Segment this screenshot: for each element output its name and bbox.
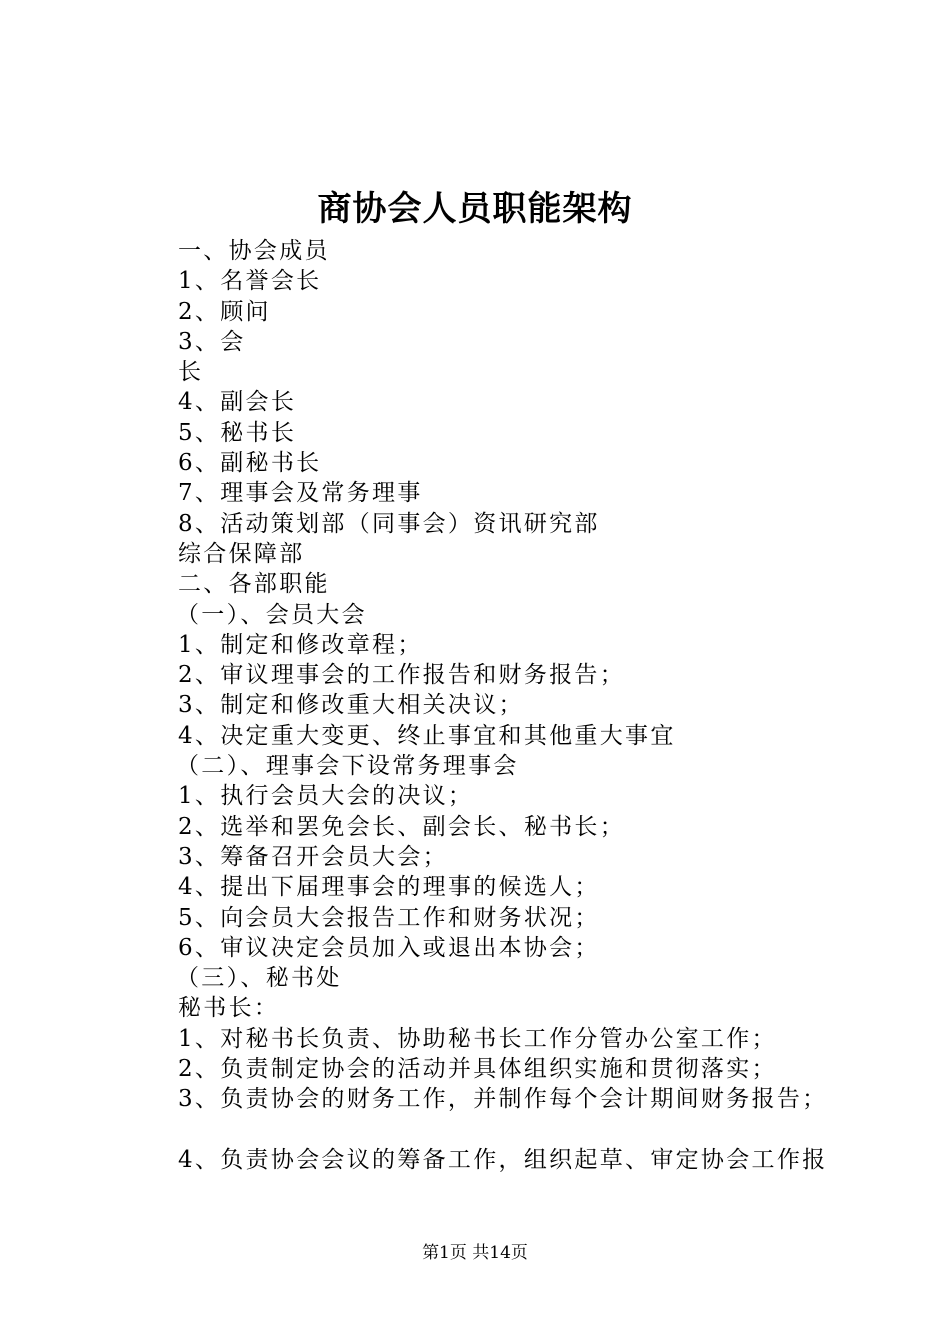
document-title: 商协会人员职能架构 bbox=[317, 189, 633, 229]
member-item: 5、秘书长 bbox=[178, 419, 297, 446]
function-item: 1、制定和修改章程； bbox=[178, 631, 423, 658]
subsection-heading: （三）、秘书处 bbox=[176, 965, 342, 992]
member-item: 2、顾问 bbox=[178, 298, 271, 325]
function-item: 4、负责协会会议的筹备工作，组织起草、审定协会工作报 bbox=[178, 1146, 828, 1173]
function-item: 6、审议决定会员加入或退出本协会； bbox=[178, 934, 600, 961]
member-item: 4、副会长 bbox=[178, 389, 297, 416]
function-item: 4、决定重大变更、终止事宜和其他重大事宜 bbox=[178, 722, 676, 749]
subsection-heading: （二）、理事会下设常务理事会 bbox=[176, 753, 519, 780]
member-item: 6、副秘书长 bbox=[178, 450, 322, 477]
member-item: 3、会 bbox=[178, 328, 246, 355]
member-item: 7、理事会及常务理事 bbox=[178, 480, 423, 507]
section-heading-functions: 二、各部职能 bbox=[178, 571, 330, 598]
function-item: 1、对秘书长负责、协助秘书长工作分管办公室工作； bbox=[178, 1025, 777, 1052]
section-heading-members: 一、协会成员 bbox=[178, 238, 330, 264]
function-item: 1、执行会员大会的决议； bbox=[178, 783, 474, 810]
member-item: 1、名誉会长 bbox=[178, 268, 322, 295]
function-item: 5、向会员大会报告工作和财务状况； bbox=[178, 904, 600, 931]
role-heading: 秘书长： bbox=[178, 995, 280, 1022]
function-item: 3、负责协会的财务工作，并制作每个会计期间财务报告； bbox=[178, 1086, 828, 1113]
member-item: 8、活动策划部（同事会）资讯研究部 bbox=[178, 510, 600, 537]
function-item: 2、负责制定协会的活动并具体组织实施和贯彻落实； bbox=[178, 1056, 777, 1083]
function-item: 2、审议理事会的工作报告和财务报告； bbox=[178, 662, 626, 689]
member-item-continuation: 长 bbox=[178, 359, 204, 386]
function-item: 4、提出下届理事会的理事的候选人； bbox=[178, 874, 600, 901]
page-number-footer: 第1页 共14页 bbox=[422, 1243, 528, 1263]
member-item-continuation: 综合保障部 bbox=[178, 540, 305, 567]
function-item: 3、制定和修改重大相关决议； bbox=[178, 692, 524, 719]
subsection-heading: （一）、会员大会 bbox=[176, 601, 367, 628]
function-item: 3、筹备召开会员大会； bbox=[178, 843, 448, 870]
function-item: 2、选举和罢免会长、副会长、秘书长； bbox=[178, 813, 626, 840]
document-body bbox=[178, 236, 858, 1175]
